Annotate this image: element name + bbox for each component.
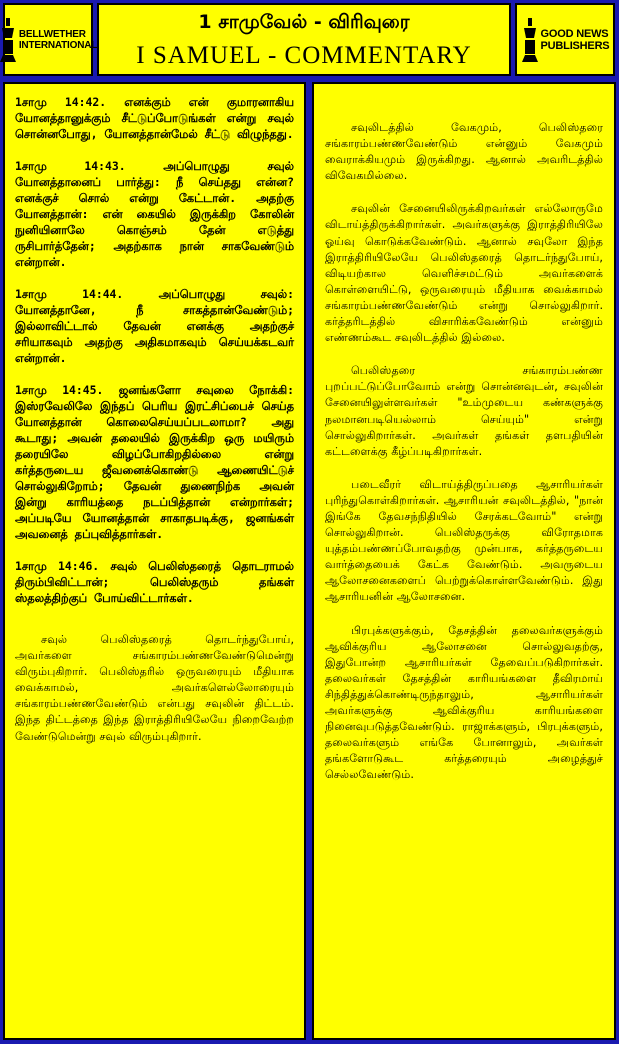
- bell-tower-icon: [0, 18, 17, 62]
- left-column: [3, 82, 306, 1040]
- title-english: I SAMUEL - COMMENTARY: [136, 42, 472, 69]
- good-news-logo: [515, 3, 615, 76]
- good-news-logo-text: GOOD NEWS PUBLISHERS: [540, 27, 610, 52]
- bellwether-logo-text: BELLWETHER INTERNATIONAL: [18, 28, 98, 51]
- commentary-paragraph: பெலிஸ்தரை சங்காரம்பண்ண புறப்பட்டுப்போவோம் என்று சொன்னவுடன், சவுலின் சேனையிலுள்ளவர்கள் "உம்முடைய கண்களுக்கு நலமானபடியெல்லாம் செய்யும்" என்று சொல்லுகிறார்கள். அவர்கள் தங்கள் தளபதியின் கட்டளைக்கு கீழ்ப்படிகிறார்கள்.: [325, 364, 603, 458]
- right-column: [312, 82, 616, 1040]
- bellwether-logo: [3, 3, 98, 76]
- verse-14-44: 1சாமு 14:44. அப்பொழுது சவுல்: யோனத்தானே, நீ சாகத்தான்வேண்டும்; இல்லாவிட்டால் தேவன் எனக்கு அதற்குச் சரியாகவும் அதற்கு அதிகமாகவும் செய்யக்கடவர் என்றான்.: [15, 287, 294, 365]
- title-tamil: 1 சாமுவேல் - விரிவுரை: [198, 11, 410, 33]
- commentary-paragraph: படைவீரர் விடாய்த்திருப்பதை ஆசாரியர்கள் புரிந்துகொள்கிறார்கள். ஆசாரியன் சவுலிடத்தில், "நான் இங்கே தேவசந்நிதியில் சேரக்கடவோம்" என்று சொல்லுகிறான். பெலிஸ்தருக்கு விரோதமாக யுத்தம்பண்ணப்போவதற்கு முன்பாக, கர்த்தருடைய வார்த்தையைக் கேட்க வேண்டும். அவருடைய ஆலோசனைகளைப் பெற்றுக்கொள்ளவேண்டும். இது ஆசாரியனின் ஆலோசனை.: [325, 477, 603, 604]
- header: [0, 0, 619, 80]
- verse-14-45: 1சாமு 14:45. ஜனங்களோ சவுலை நோக்கி: இஸ்ரவேலிலே இந்தப் பெரிய இரட்சிப்பைச் செய்த யோனத்தான் கொலைசெய்யப்படலாமா? அது கூடாது; அவன் தலையில் இருக்கிற ஒரு மயிரும் தரையிலே விழப்போகிறதில்லை என்று கர்த்தருடைய ஜீவனைக்கொண்டு ஆணையிட்டுச் சொல்லுகிறோம்; தேவன் துணைநிற்க அவன் இன்று காரியத்தை நடப்பித்தான் என்றார்கள்; அப்படியே யோனத்தான் சாகாதபடிக்கு, ஜனங்கள் அவனைத் தப்புவித்தார்கள்.: [15, 383, 294, 541]
- title-box: [97, 3, 511, 76]
- verse-14-46: 1சாமு 14:46. சவுல் பெலிஸ்தரைத் தொடராமல் திரும்பிவிட்டான்; பெலிஸ்தரும் தங்கள் ஸ்தலத்திற்குப் போய்விட்டார்கள்.: [15, 559, 294, 605]
- bell-tower-icon: [521, 18, 539, 62]
- verse-14-43: 1சாமு 14:43. அப்பொழுது சவுல் யோனத்தானைப் பார்த்து: நீ செய்தது என்ன? எனக்குச் சொல் என்று கேட்டான். அதற்கு யோனத்தான்: என் கையில் இருக்கிற கோலின் நுனியினாலே கொஞ்சம் தேன் எடுத்து ருசிபார்த்தேன்; அதற்காக நான் சாகவேண்டும் என்றான்.: [15, 159, 294, 269]
- commentary-paragraph: சவுலிடத்தில் வேகமும், பெலிஸ்தரை சங்காரம்பண்ணவேண்டும் என்னும் வேகமும் வைராக்கியமும் இருக்கிறது. ஆனால் அவரிடத்தில் விவேகமில்லை.: [325, 121, 603, 183]
- verse-14-42: 1சாமு 14:42. எனக்கும் என் குமாரனாகிய யோனத்தானுக்கும் சீட்டுப்போடுங்கள் என்று சவுல் சொன்னபோது, யோனத்தான்மேல் சீட்டு விழுந்தது.: [15, 95, 294, 141]
- commentary-paragraph: சவுலின் சேனையிலிருக்கிறவர்கள் எல்லோருமே விடாய்த்திருக்கிறார்கள். அவர்களுக்கு இராத்திரியிலே ஓய்வு கொடுக்கவேண்டும். ஆனால் சவுலோ இந்த இராத்திரியிலேயே பெலிஸ்தரைத் தொடர்ந்துபோய், விடியற்கால வெளிச்சமட்டும் அவர்களைக் கொள்ளையிட்டு, ஒருவரையும் மீதியாக வைக்காமல் சங்காரம்பண்ணவேண்டும் என்று சொல்லுகிறார். கர்த்தரிடத்தில் விசாரிக்கவேண்டும் என்னும் எண்ணம்கூட சவுலிடத்தில் இல்லை.: [325, 202, 603, 345]
- commentary-paragraph: பிரபுக்களுக்கும், தேசத்தின் தலைவர்களுக்கும் ஆவிக்குரிய ஆலோசனை சொல்லுவதற்கு, இதுபோன்ற ஆசாரியர்கள் தேவைப்படுகிறார்கள். தலைவர்கள் தேசத்தின் காரியங்களை தீவிரமாய் சிந்தித்துக்கொண்டிருந்தாலும், ஆசாரியர்கள் அவர்களுக்கு ஆவிக்குரிய காரியங்களை நினைவுபடுத்தவேண்டும். ராஜாக்களும், பிரபுக்களும், தலைவர்களும் எங்கே போனாலும், அவர்கள் தங்களோடுகூட கர்த்தரையும் அழைத்துச் செல்லவேண்டும்.: [325, 623, 603, 782]
- commentary-paragraph: சவுல் பெலிஸ்தரைத் தொடர்ந்துபோய், அவர்களை சங்காரம்பண்ணவேண்டுமென்று விரும்புகிறார். பெலிஸ்தரில் ஒருவரையும் மீதியாக வைக்காமல், அவர்களெல்லோரையும் சங்காரம்பண்ணவேண்டும் என்பது சவுலின் திட்டம். இந்த திட்டத்தை இந்த இராத்திரியிலேயே நிறைவேற்ற வேண்டுமென்று சவுல் விரும்புகிறார்.: [15, 633, 294, 743]
